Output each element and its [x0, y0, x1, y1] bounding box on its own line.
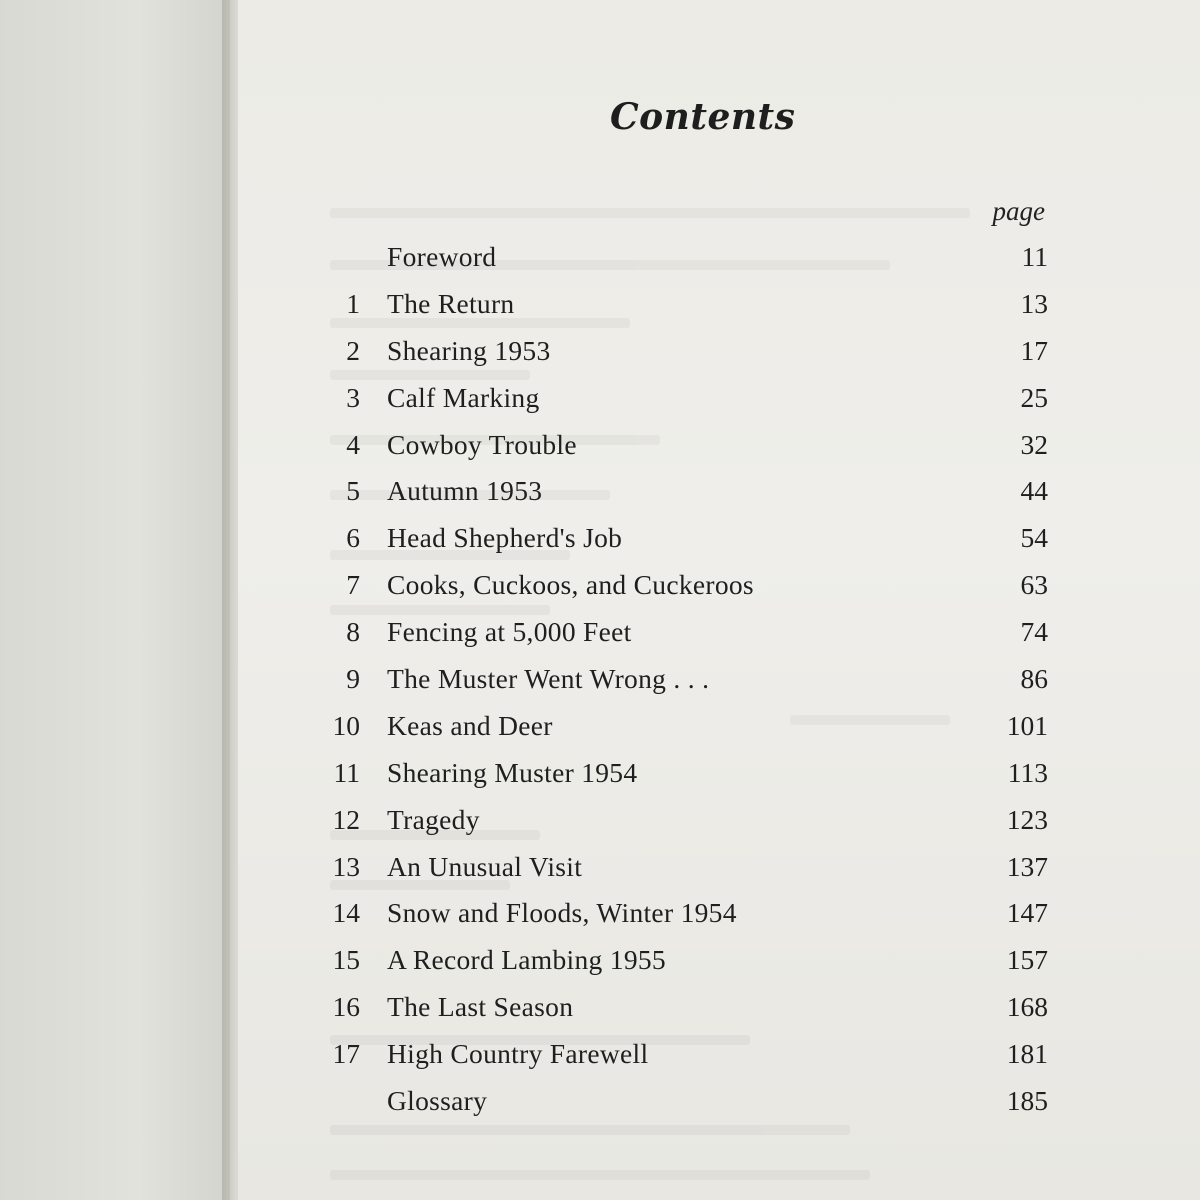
chapter-title: Foreword [387, 241, 497, 272]
chapter-title: The Muster Went Wrong . . . [387, 663, 710, 695]
chapter-number: 12 [332, 803, 360, 835]
page-number: 17 [1020, 334, 1048, 366]
page-number: 168 [1006, 991, 1048, 1023]
chapter-title: Cooks, Cuckoos, and Cuckeroos [387, 569, 754, 601]
toc-entry [320, 890, 1048, 937]
toc-entry [320, 281, 1048, 328]
chapter-title: Glossary [387, 1085, 488, 1117]
page-number: 63 [1020, 569, 1048, 601]
left-page [0, 0, 230, 1200]
page-number: 113 [1007, 756, 1048, 788]
page-number: 123 [1006, 803, 1048, 835]
page-number: 86 [1020, 663, 1048, 695]
page-number: 181 [1006, 1038, 1048, 1070]
toc-entry [320, 609, 1048, 656]
toc-entry [320, 562, 1048, 609]
chapter-title: Shearing Muster 1954 [387, 756, 638, 788]
toc-entry [320, 750, 1048, 797]
chapter-title: A Record Lambing 1955 [387, 944, 666, 976]
toc-entry [320, 656, 1048, 703]
toc-entry [320, 1078, 1048, 1125]
chapter-title: The Last Season [387, 991, 574, 1023]
chapter-number: 10 [332, 709, 360, 741]
chapter-number: 5 [346, 475, 360, 507]
toc-entry [320, 844, 1048, 891]
chapter-number: 2 [346, 334, 360, 366]
page-number: 11 [1021, 241, 1048, 272]
chapter-number: 8 [346, 616, 360, 648]
toc-entry [320, 984, 1048, 1031]
toc-entry [320, 1031, 1048, 1078]
page-number: 13 [1020, 287, 1048, 319]
chapter-title: Autumn 1953 [387, 475, 543, 507]
chapter-title: Cowboy Trouble [387, 428, 577, 460]
toc-entry [320, 375, 1048, 422]
chapter-number: 16 [332, 991, 360, 1023]
table-of-contents [320, 234, 1048, 1125]
page-number: 185 [1006, 1085, 1048, 1117]
chapter-number: 17 [332, 1038, 360, 1070]
chapter-number: 3 [346, 381, 360, 413]
chapter-title: Keas and Deer [387, 709, 553, 741]
chapter-number: 1 [346, 287, 360, 319]
chapter-title: Head Shepherd's Job [387, 522, 623, 554]
chapter-number: 13 [332, 850, 360, 882]
toc-entry [320, 937, 1048, 984]
toc-entry [320, 703, 1048, 750]
page-number: 137 [1006, 850, 1048, 882]
contents-heading: Contents [610, 96, 796, 138]
chapter-title: Fencing at 5,000 Feet [387, 616, 632, 648]
page-number: 54 [1020, 522, 1048, 554]
toc-entry [320, 422, 1048, 469]
page-column-label: page [992, 196, 1045, 226]
chapter-number: 7 [346, 569, 360, 601]
page-number: 74 [1020, 616, 1048, 648]
chapter-number: 4 [346, 428, 360, 460]
page-number: 101 [1006, 709, 1048, 741]
chapter-number: 6 [346, 522, 360, 554]
chapter-title: Snow and Floods, Winter 1954 [387, 897, 737, 929]
toc-entry [320, 234, 1048, 281]
toc-entry [320, 515, 1048, 562]
chapter-title: Shearing 1953 [387, 334, 551, 366]
page-number: 32 [1020, 428, 1048, 460]
chapter-number: 9 [346, 663, 360, 695]
chapter-title: Tragedy [387, 803, 480, 835]
page-number: 25 [1020, 381, 1048, 413]
page-number: 157 [1006, 944, 1048, 976]
chapter-number: 11 [333, 756, 360, 788]
chapter-number: 14 [332, 897, 360, 929]
chapter-number: 15 [332, 944, 360, 976]
page-number: 44 [1020, 475, 1048, 507]
chapter-title: The Return [387, 287, 515, 319]
toc-entry [320, 797, 1048, 844]
page-number: 147 [1006, 897, 1048, 929]
toc-entry [320, 328, 1048, 375]
toc-entry [320, 468, 1048, 515]
chapter-title: High Country Farewell [387, 1038, 649, 1070]
chapter-title: An Unusual Visit [387, 850, 583, 882]
chapter-title: Calf Marking [387, 381, 540, 413]
